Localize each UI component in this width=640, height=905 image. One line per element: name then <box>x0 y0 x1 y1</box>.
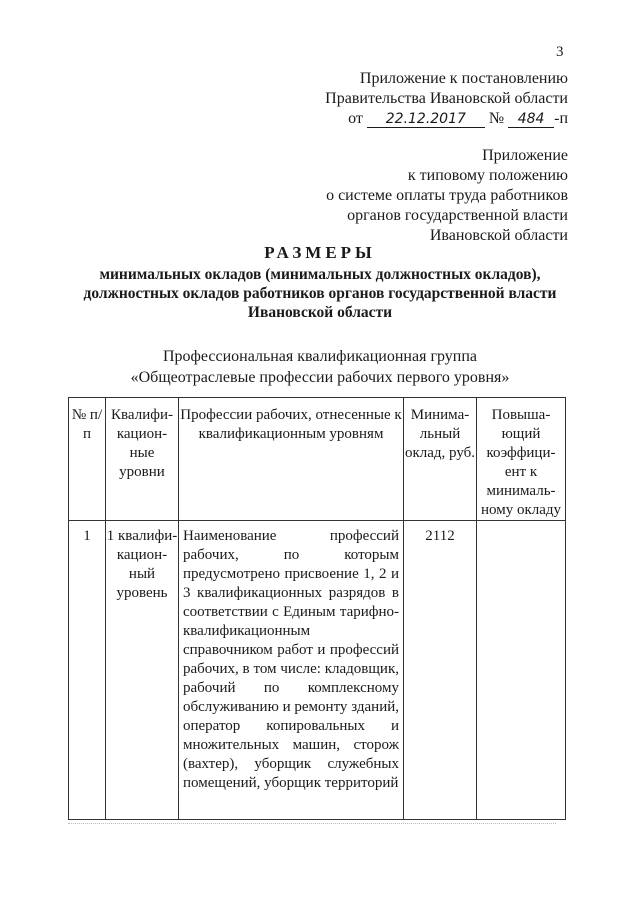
table-row <box>69 521 566 820</box>
row-level: 1 квалифи-кацион-ный уровень <box>106 521 179 820</box>
header-level: Квалифи-кацион-ные уровни <box>106 398 179 521</box>
attachment-reg-line4: органов государственной власти <box>347 207 568 224</box>
page-bottom-divider <box>68 823 556 824</box>
document-title: РАЗМЕРЫ <box>264 243 376 262</box>
header-salary: Минима-льный оклад, руб. <box>404 398 477 521</box>
attachment-gov-date-line <box>325 109 568 129</box>
number-suffix: -п <box>554 110 568 127</box>
number-label: № <box>488 110 505 127</box>
header-num: № п/п <box>69 398 106 521</box>
subtitle-line3: Ивановской области <box>247 304 393 321</box>
subtitle-line2: должностных окладов работников органов государственной власти <box>83 285 557 302</box>
salary-table <box>68 397 566 820</box>
attachment-reg-line3: о системе оплаты труда работников <box>326 187 568 204</box>
header-coefficient: Повыша-ющий коэффици-ент к минималь-ному окладу <box>477 398 566 521</box>
row-professions: Наименование профессий рабочих, по которым предусмотрено присвоение 1, 2 и 3 квалификационных разрядов в соответствии с Единым тарифно-квалификационным справочником работ и профессий рабочих, в том числе: кладовщик, рабочий по комплексному обслуживанию и ремонту зданий, оператор копировальных и множительных машин, сторож (вахтер), уборщик служебных помещений, уборщик территорий <box>179 521 404 820</box>
page-number: 3 <box>556 44 564 60</box>
attachment-reg-line1: Приложение <box>482 147 568 164</box>
row-coefficient <box>477 521 566 820</box>
attachment-reg-line2: к типовому положению <box>407 167 568 184</box>
attachment-regulation <box>326 146 568 246</box>
attachment-reg-line5: Ивановской области <box>429 227 568 244</box>
header-professions: Профессии рабочих, отнесенные к квалификационным уровням <box>179 398 404 521</box>
handwritten-number: 484 <box>508 111 554 128</box>
attachment-government <box>325 69 568 129</box>
group-line1: Профессиональная квалификационная группа <box>162 348 478 365</box>
document-subtitle <box>80 265 560 322</box>
attachment-gov-line2: Правительства Ивановской области <box>325 90 568 107</box>
row-num: 1 <box>69 521 106 820</box>
subtitle-line1: минимальных окладов (минимальных должностных окладов), <box>99 266 541 283</box>
attachment-gov-line1: Приложение к постановлению <box>359 70 568 87</box>
row-salary: 2112 <box>404 521 477 820</box>
group-line2: «Общеотраслевые профессии рабочих первого уровня» <box>130 369 510 386</box>
handwritten-date: 22.12.2017 <box>367 111 485 128</box>
qualification-group <box>0 346 640 388</box>
table-header-row <box>69 398 566 521</box>
from-label: от <box>348 110 363 127</box>
